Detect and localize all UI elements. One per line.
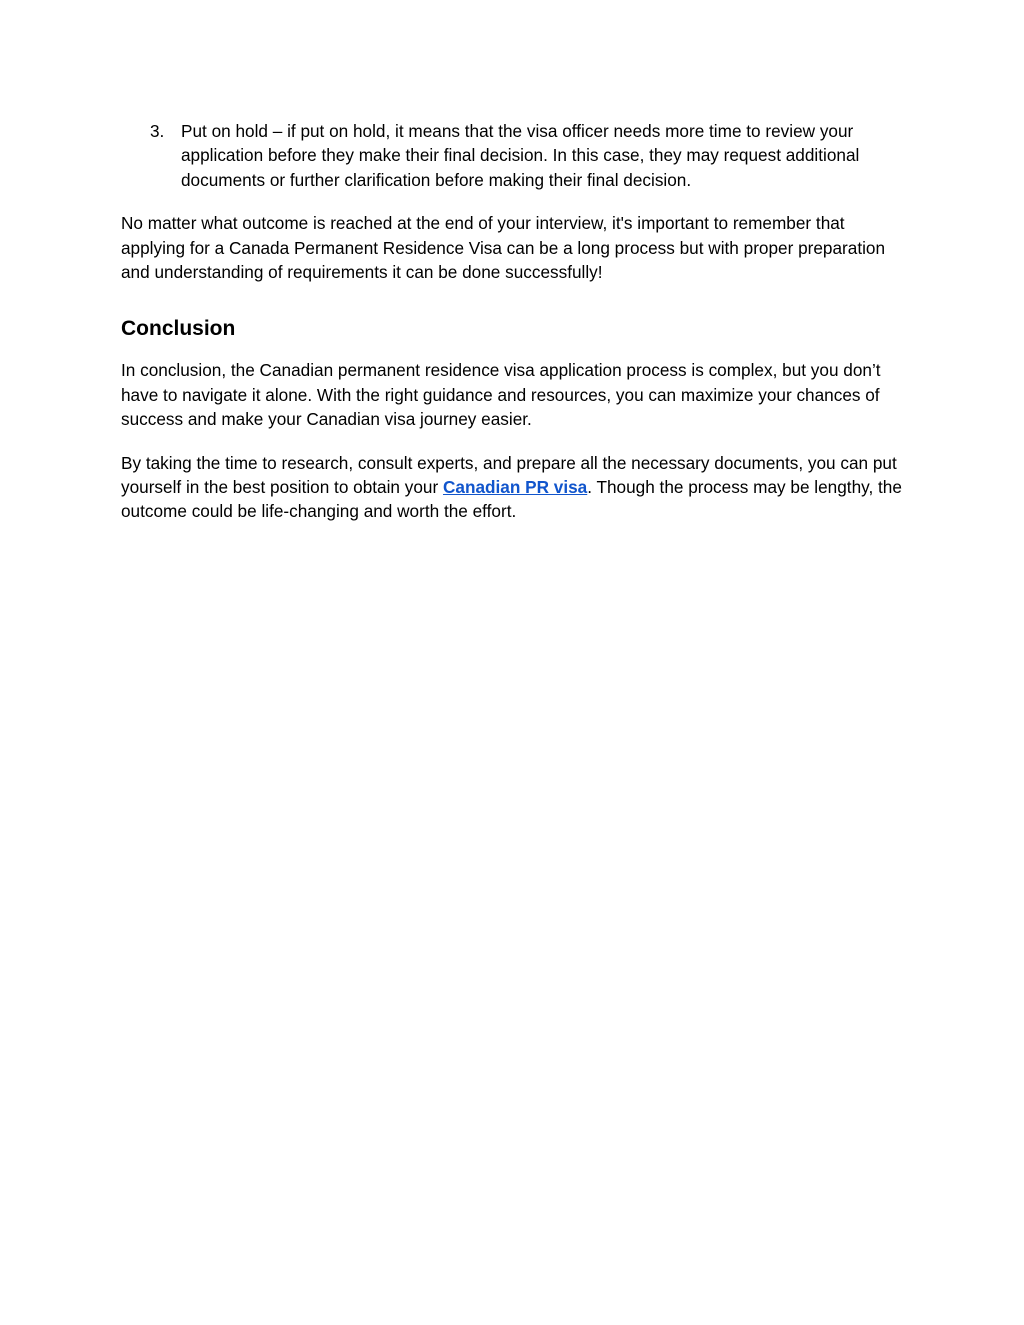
numbered-list	[121, 119, 911, 192]
conclusion-paragraph-2	[121, 451, 911, 524]
canadian-pr-visa-link[interactable]: Canadian PR visa	[442, 477, 588, 498]
list-item	[121, 119, 911, 192]
conclusion-paragraph-1: In conclusion, the Canadian permanent residence visa application process is complex, but you don’t have to navigate it alone. With the right guidance and resources, you can maximize your chances of success and make your Canadian visa journey easier.	[121, 360, 881, 430]
list-item-number: 3.	[150, 121, 165, 141]
conclusion-text-after-link: . Though the process may be lengthy, the outcome could be life-changing and worth the effort.	[121, 477, 902, 522]
conclusion-heading: Conclusion	[121, 317, 236, 341]
list-item-text: Put on hold – if put on hold, it means that the visa officer needs more time to review your application before they make their final decision. In this case, they may request additional documents or further clarification before making their final decision.	[181, 121, 860, 190]
conclusion-text-before-link: By taking the time to research, consult experts, and prepare all the necessary documents, you can put yourself in the best position to obtain your	[121, 452, 897, 498]
document-page	[121, 119, 911, 524]
outcome-paragraph: No matter what outcome is reached at the end of your interview, it's important to remember that applying for a Canada Permanent Residence Visa can be a long process but with proper preparation and understanding of requirements it can be done successfully!	[121, 213, 886, 283]
